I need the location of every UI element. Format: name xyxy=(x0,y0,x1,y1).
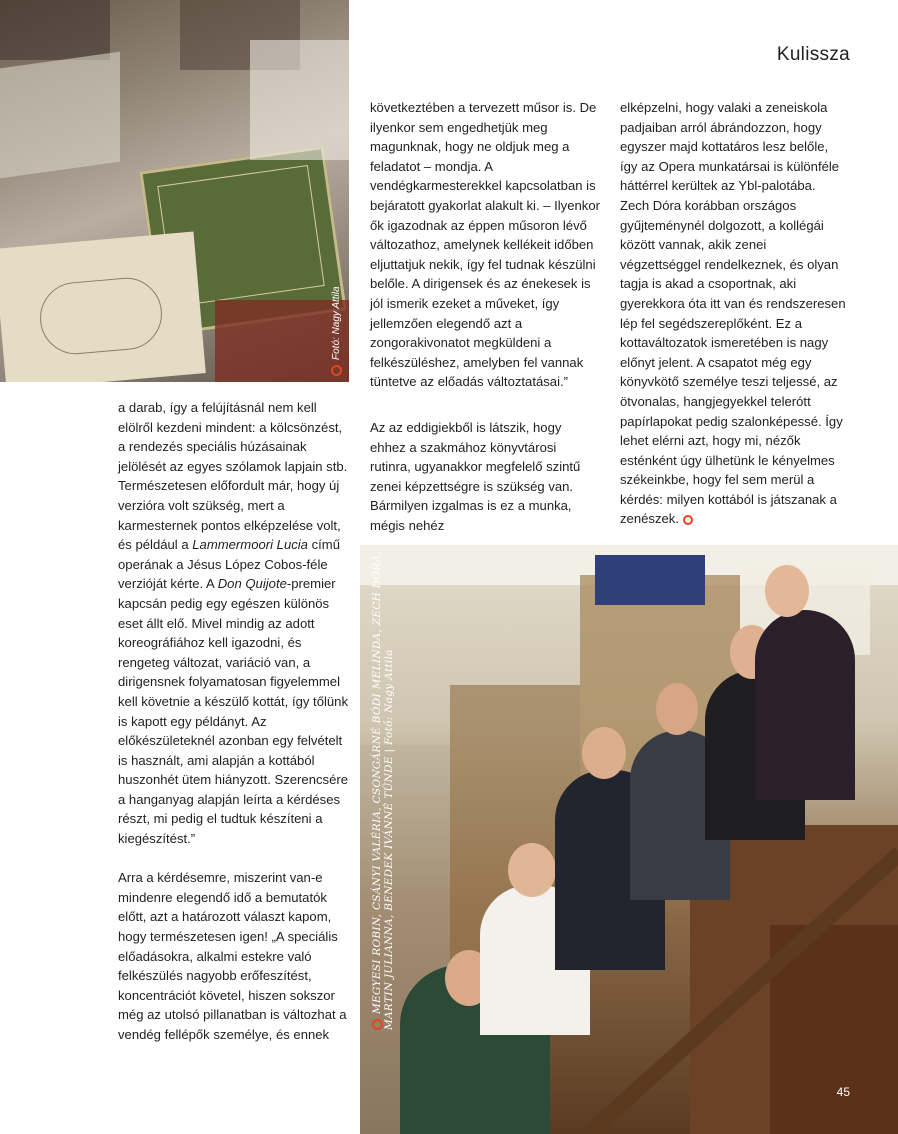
paragraph: Arra a kérdésemre, miszerint van-e mindenre elegendő idő a bemutatók előtt, azt a határozott választ kapom, hogy természetesen igen! „A speciális előadásokra, alkalmi estekre való felkészülés nagyobb erőfeszítést, koncentrációt követel, hiszen sokszor még az utolsó pillanatban is változhat a vendég fellépők személye, és ennek xyxy=(118,870,347,1042)
photo-staff-staircase xyxy=(360,545,898,1134)
text-column-2-top xyxy=(370,98,600,392)
photo-caption-bottom xyxy=(371,551,395,1030)
paragraph xyxy=(118,398,353,849)
title-don-quijote: Don Quijote xyxy=(217,576,287,592)
text-column-1 xyxy=(118,398,353,1045)
text-run: a darab, így a felújításnál nem kell elölről kezdeni mindent: a kölcsönzést, a rendezés speciális húzásainak jelölését az egyes szólamok lapjain stb. Természetesen előfordult már, hogy új verzióra volt szükség, mert a karmesternek pontos elképzelése volt, és például a xyxy=(118,400,348,553)
text-column-2-bottom xyxy=(370,418,600,536)
ring-icon xyxy=(331,365,342,376)
text-run: -premier kapcsán pedig egy egészen különös eset állt elő. Mivel mindig az adott koreográfiához kell igazodni, és rengeteg változat, variáció van, a dirigensnek folyamatosan figyelemmel kell követnie a készülő kottát, így tőlünk is kapott egy példányt. Az előkészületeknél azonban egy felvételt is használt, ami alapján a kottából huszonhét ütem hiányzott. Szerencsére a hanganyag alapján leírta a kérdéses részt, mi pedig el tudtuk készíteni a kiegészítést.” xyxy=(118,576,348,847)
credit-text: Fotó: Nagy Attila xyxy=(331,286,343,360)
paragraph: következtében a tervezett műsor is. De ilyenkor sem engedhetjük meg magunknak, hogy ne oldjuk meg a feladatot – mondja. A vendégkarmesterekkel kapcsolatban is bejáratott gyakorlat alakult ki. – Ilyenkor ők igazodnak az éppen műsoron lévő változathoz, amelynek kellékeit időben eljuttatjuk nekik, így fel tudnak készülni belőle. A dirigensek és az énekesek is jól ismerik ezeket a műveket, így jellemzően elegendő azt a zongorakivonatot megküldeni a felkészüléshez, amelyben fel vannak tüntetve az előadás változtatásai.” xyxy=(370,100,600,390)
text-column-3 xyxy=(620,98,848,529)
title-lammermoori-lucia: Lammermoori Lucia xyxy=(192,537,308,553)
ring-icon xyxy=(683,515,693,525)
page-number: 45 xyxy=(836,1085,850,1099)
text-run: című operának a Jésus López Cobos-féle verzióját kérte. A xyxy=(118,537,340,592)
ring-icon xyxy=(372,1019,383,1030)
caption-line-2: MARTIN JULIANNA, BENEDEK IVÁNNÉ TÜNDE | Fotó: Nagy Attila xyxy=(383,649,395,1030)
paragraph: Az az eddigiekből is látszik, hogy ehhez a szakmához könyvtárosi rutinra, ugyanakkor megfelelő szintű zenei képzettségre is szükség van. Bármilyen izgalmas is ez a munka, mégis nehéz xyxy=(370,420,581,533)
section-title: Kulissza xyxy=(776,44,850,65)
paragraph xyxy=(620,98,848,529)
photo-scores xyxy=(0,0,349,382)
text-run: elképzelni, hogy valaki a zeneiskola padjaiban arról ábrándozzon, hogy egyszer majd kottatáros lesz belőle, így az Opera munkatársai is különféle háttérrel kerültek az Ybl-palotába. Zech Dóra korábban országos gyűjteménynél dolgozott, a kollégái között vannak, akik zenei végzettséggel rendelkeznek, és olyan tagja is akad a csoportnak, aki gyerekkora óta itt van és rendszeresen lép fel segédszereplőként. Ez a kottaváltozatok ismeretében is nagy előnyt jelent. A csapatot még egy könyvkötő személye teszi teljessé, az ötvonalas, hangjegyekkel telerótt papírlapokat pedig szalonképessé. Így lehet elérni azt, hogy mi, nézők esténként úgy ülhetünk le kényelmes székeinkbe, hogy fel sem merül a kérdés: milyen kottából is játszanak a zenészek. xyxy=(620,100,846,527)
photo-credit-top xyxy=(331,286,342,376)
caption-line-1: MEGYESI ROBIN, CSÁNYI VALÉRIA, CSONGÁRNÉ BÓDI MELINDA, ZECH DÓRA, xyxy=(371,550,383,1014)
